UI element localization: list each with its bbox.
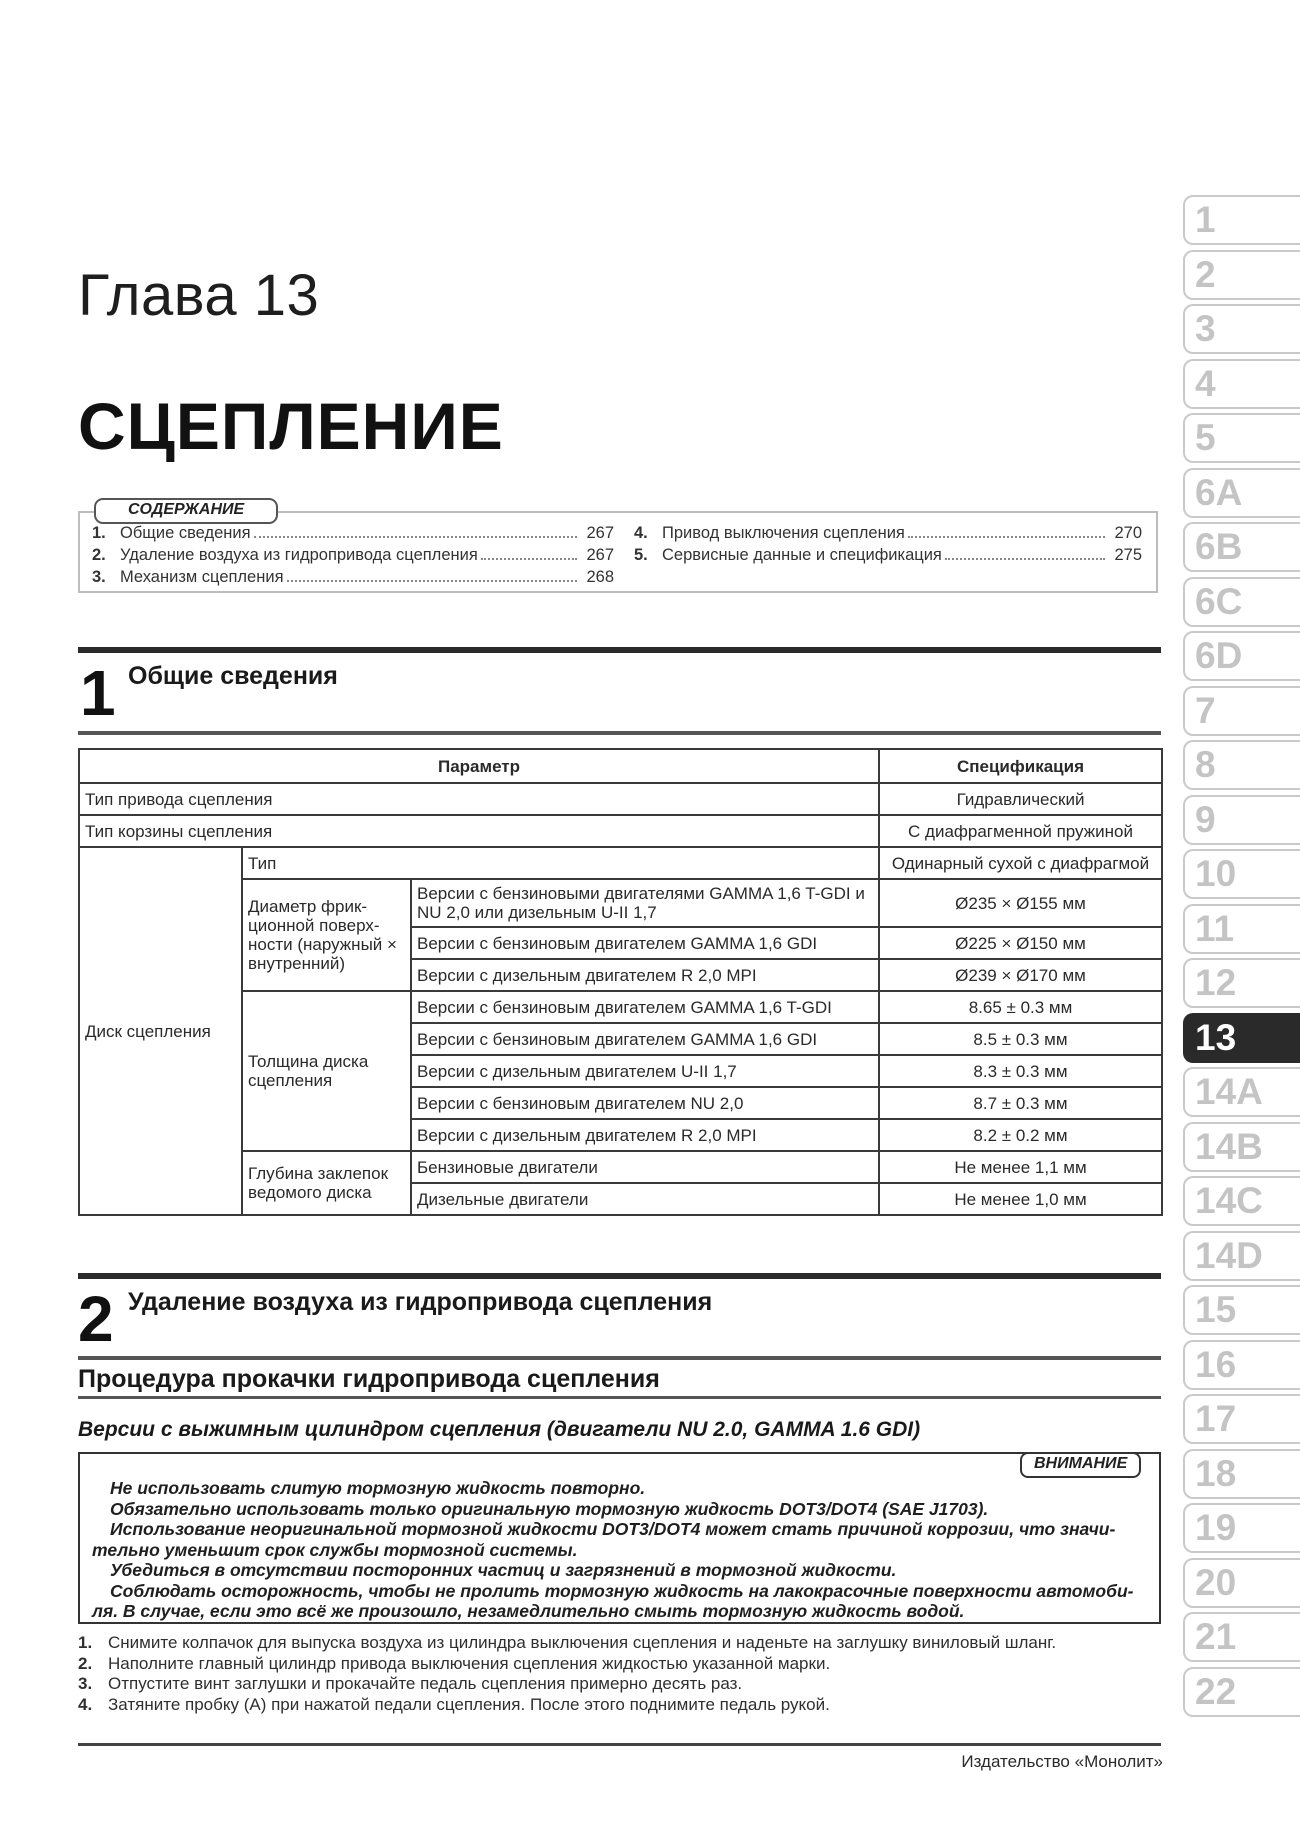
contents-item-num: 2. — [92, 546, 106, 564]
table-cell: Одинарный сухой с диафрагмой — [879, 847, 1162, 879]
step-text: Снимите колпачок для выпуска воздуха из цилиндра выключения сцепления и наденьте на заглушку виниловый шланг. — [108, 1633, 1057, 1652]
chapter-tab-10[interactable]: 10 — [1183, 849, 1300, 899]
table-cell: Версии с бензиновым двигателем GAMMA 1,6 GDI — [411, 1023, 879, 1055]
steps-list — [78, 1633, 1056, 1715]
spec-table — [78, 748, 1163, 1216]
table-cell: Не менее 1,0 мм — [879, 1183, 1162, 1215]
contents-item-num: 4. — [634, 524, 648, 542]
step-number: 2. — [78, 1653, 93, 1673]
table-cell: Версии с бензиновым двигателем GAMMA 1,6 GDI — [411, 927, 879, 959]
leader-dots — [287, 580, 577, 582]
warning-tag: ВНИМАНИЕ — [1020, 1452, 1141, 1478]
section-rule — [78, 1356, 1161, 1360]
chapter-tab-6a[interactable]: 6A — [1183, 468, 1300, 518]
contents-heading: СОДЕРЖАНИЕ — [94, 498, 278, 524]
contents-item-num: 1. — [92, 524, 106, 542]
table-cell: Тип — [242, 847, 879, 879]
table-cell: Ø239 × Ø170 мм — [879, 959, 1162, 991]
warning-line: Не использовать слитую тормозную жидкость повторно. — [110, 1478, 646, 1498]
chapter-tab-21[interactable]: 21 — [1183, 1612, 1300, 1662]
contents-item-page: 267 — [586, 546, 614, 564]
subsection-subtitle: Версии с выжимным цилиндром сцепления (двигатели NU 2.0, GAMMA 1.6 GDI) — [78, 1418, 921, 1441]
section-number: 2 — [78, 1283, 114, 1355]
contents-item-num: 3. — [92, 568, 106, 586]
chapter-label: Глава 13 — [78, 263, 320, 328]
step-text: Наполните главный цилиндр привода выключения сцепления жидкостью указанной марки. — [108, 1653, 831, 1673]
table-cell: Ø225 × Ø150 мм — [879, 927, 1162, 959]
warning-line: Убедиться в отсутствии посторонних частиц и загрязнений в тормозной жидкости. — [110, 1560, 897, 1580]
chapter-tab-12[interactable]: 12 — [1183, 958, 1300, 1008]
table-header-row — [79, 749, 1162, 783]
chapter-tab-14d[interactable]: 14D — [1183, 1231, 1300, 1281]
contents-item[interactable] — [634, 524, 1142, 544]
chapter-tab-11[interactable]: 11 — [1183, 904, 1300, 954]
table-cell: Диаметр фрик-ционной поверх-ности (наружный × внутренний) — [242, 879, 411, 991]
table-cell: Диск сцепления — [79, 847, 242, 1215]
warning-line: тельно уменьшит срок службы тормозной системы. — [92, 1539, 578, 1560]
table-row — [79, 815, 1162, 847]
leader-dots — [254, 536, 577, 538]
list-item — [78, 1633, 1056, 1654]
contents-item[interactable] — [92, 546, 614, 566]
table-cell: Дизельные двигатели — [411, 1183, 879, 1215]
table-cell: 8.5 ± 0.3 мм — [879, 1023, 1162, 1055]
table-cell: 8.2 ± 0.2 мм — [879, 1119, 1162, 1151]
table-cell: Версии с дизельным двигателем R 2,0 MPI — [411, 1119, 879, 1151]
contents-item[interactable] — [92, 524, 614, 544]
chapter-tab-7[interactable]: 7 — [1183, 686, 1300, 736]
contents-item[interactable] — [634, 546, 1142, 566]
chapter-tab-8[interactable]: 8 — [1183, 740, 1300, 790]
table-cell: Не менее 1,1 мм — [879, 1151, 1162, 1183]
warning-line: Обязательно использовать только оригинальную тормозную жидкость DOT3/DOT4 (SAE J1703). — [110, 1498, 989, 1519]
chapter-tab-14a[interactable]: 14A — [1183, 1067, 1300, 1117]
warning-line: Использование неоригинальной тормозной жидкости DOT3/DOT4 может стать причиной коррозии, что значи- — [110, 1519, 1116, 1539]
contents-item-title: Сервисные данные и спецификация — [662, 546, 942, 564]
contents-item-title: Механизм сцепления — [120, 568, 284, 586]
section-number: 1 — [80, 657, 116, 729]
chapter-tab-4[interactable]: 4 — [1183, 359, 1300, 409]
step-number: 1. — [78, 1633, 93, 1652]
chapter-tab-17[interactable]: 17 — [1183, 1394, 1300, 1444]
warning-line: Соблюдать осторожность, чтобы не пролить тормозную жидкость на лакокрасочные поверхности автомоби- — [110, 1580, 1134, 1601]
table-cell: Версии с бензиновыми двигателями GAMMA 1,6 T-GDI и NU 2,0 или дизельным U-II 1,7 — [411, 879, 879, 927]
chapter-tab-6c[interactable]: 6C — [1183, 577, 1300, 627]
contents-item-title: Общие сведения — [120, 524, 251, 542]
table-cell: Версии с дизельным двигателем U-II 1,7 — [411, 1055, 879, 1087]
chapter-tab-5[interactable]: 5 — [1183, 413, 1300, 463]
section-title: Общие сведения — [128, 662, 338, 690]
table-row — [79, 1151, 1162, 1183]
chapter-tab-3[interactable]: 3 — [1183, 304, 1300, 354]
chapter-title: СЦЕПЛЕНИЕ — [78, 389, 504, 463]
section-rule — [78, 731, 1161, 735]
contents-item-page: 267 — [586, 524, 614, 542]
table-cell: 8.3 ± 0.3 мм — [879, 1055, 1162, 1087]
contents-item-title: Удаление воздуха из гидропривода сцепления — [120, 546, 478, 564]
table-cell: Бензиновые двигатели — [411, 1151, 879, 1183]
table-cell: С диафрагменной пружиной — [879, 815, 1162, 847]
step-text: Затяните пробку (А) при нажатой педали сцепления. После этого поднимите педаль рукой. — [108, 1694, 830, 1714]
chapter-tab-6b[interactable]: 6B — [1183, 522, 1300, 572]
list-item — [78, 1695, 1056, 1716]
section-rule — [78, 1273, 1161, 1279]
step-number: 3. — [78, 1674, 93, 1693]
table-cell: Толщина диска сцепления — [242, 991, 411, 1151]
publisher-credit: Издательство «Монолит» — [961, 1752, 1163, 1771]
section-title: Удаление воздуха из гидропривода сцепления — [128, 1288, 713, 1316]
chapter-tab-13[interactable]: 13 — [1183, 1013, 1300, 1063]
contents-column-left — [92, 524, 614, 588]
subsection-title: Процедура прокачки гидропривода сцепления — [78, 1365, 660, 1393]
table-header: Параметр — [79, 749, 879, 783]
table-row — [79, 783, 1162, 815]
chapter-tab-14c[interactable]: 14C — [1183, 1176, 1300, 1226]
leader-dots — [908, 536, 1105, 538]
list-item — [78, 1654, 1056, 1675]
chapter-tab-20[interactable]: 20 — [1183, 1558, 1300, 1608]
table-row — [79, 991, 1162, 1023]
warning-text — [92, 1478, 1148, 1622]
contents-item-num: 5. — [634, 546, 648, 564]
subsection-rule — [78, 1396, 1161, 1399]
leader-dots — [481, 558, 577, 560]
chapter-tab-18[interactable]: 18 — [1183, 1449, 1300, 1499]
leader-dots — [945, 558, 1105, 560]
table-cell: Гидравлический — [879, 783, 1162, 815]
section-rule — [78, 647, 1161, 653]
table-row — [79, 879, 1162, 927]
table-header: Спецификация — [879, 749, 1162, 783]
contents-item-page: 270 — [1114, 524, 1142, 542]
table-cell: Тип привода сцепления — [79, 783, 879, 815]
chapter-tab-19[interactable]: 19 — [1183, 1503, 1300, 1553]
contents-item[interactable] — [92, 568, 614, 588]
chapter-tab-22[interactable]: 22 — [1183, 1667, 1300, 1717]
chapter-tab-9[interactable]: 9 — [1183, 795, 1300, 845]
table-cell: Версии с бензиновым двигателем GAMMA 1,6 T-GDI — [411, 991, 879, 1023]
chapter-tab-6d[interactable]: 6D — [1183, 631, 1300, 681]
contents-item-title: Привод выключения сцепления — [662, 524, 905, 542]
table-cell: Ø235 × Ø155 мм — [879, 879, 1162, 927]
chapter-tab-15[interactable]: 15 — [1183, 1285, 1300, 1335]
contents-item-page: 268 — [586, 568, 614, 586]
chapter-tab-1[interactable]: 1 — [1183, 195, 1300, 245]
contents-column-right — [634, 524, 1142, 566]
step-text: Отпустите винт заглушки и прокачайте педаль сцепления примерно десять раз. — [108, 1674, 743, 1693]
footer-rule — [78, 1743, 1161, 1746]
table-cell: 8.65 ± 0.3 мм — [879, 991, 1162, 1023]
list-item — [78, 1674, 1056, 1695]
table-cell: Версии с дизельным двигателем R 2,0 MPI — [411, 959, 879, 991]
warning-line: ля. В случае, если это всё же произошло, незамедлительно смыть тормозную жидкость водой. — [92, 1601, 965, 1621]
chapter-tab-16[interactable]: 16 — [1183, 1340, 1300, 1390]
table-cell: Версии с бензиновым двигателем NU 2,0 — [411, 1087, 879, 1119]
table-cell: Глубина заклепок ведомого диска — [242, 1151, 411, 1215]
table-cell: Тип корзины сцепления — [79, 815, 879, 847]
contents-item-page: 275 — [1114, 546, 1142, 564]
step-number: 4. — [78, 1694, 93, 1714]
table-row — [79, 847, 1162, 879]
chapter-tab-14b[interactable]: 14B — [1183, 1122, 1300, 1172]
table-cell: 8.7 ± 0.3 мм — [879, 1087, 1162, 1119]
chapter-tab-2[interactable]: 2 — [1183, 250, 1300, 300]
